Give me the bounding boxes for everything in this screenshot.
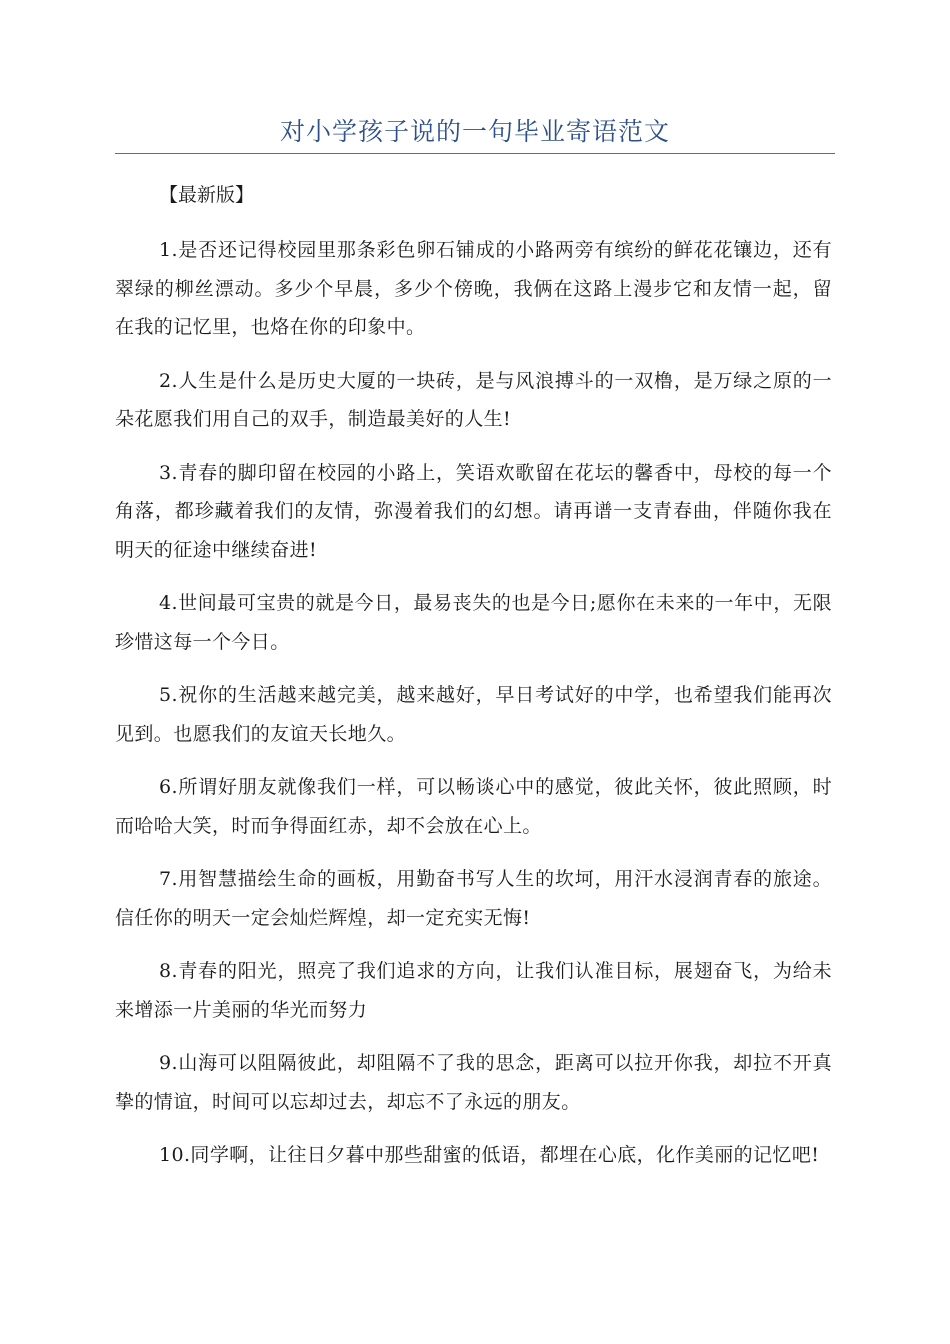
- paragraph: 10.同学啊，让往日夕暮中那些甜蜜的低语，都埋在心底，化作美丽的记忆吧!: [159, 1144, 820, 1166]
- paragraph: 1.是否还记得校园里那条彩色卵石铺成的小路两旁有缤纷的鲜花花镶边，还有翠绿的柳丝漂动。多少个早晨，多少个傍晚，我俩在这路上漫步它和友情一起，留在我的记忆里，也烙在你的印象中。: [115, 239, 832, 338]
- paragraph: 9.山海可以阻隔彼此，却阻隔不了我的思念，距离可以拉开你我，却拉不开真挚的情谊，时间可以忘却过去，却忘不了永远的朋友。: [115, 1052, 832, 1113]
- edition-label: 【最新版】: [159, 184, 255, 206]
- paragraph: 5.祝你的生活越来越完美，越来越好，早日考试好的中学，也希望我们能再次见到。也愿我们的友谊天长地久。: [115, 684, 832, 745]
- document-title: 对小学孩子说的一句毕业寄语范文: [279, 117, 670, 146]
- document-body: [115, 176, 832, 1190]
- paragraph: 4.世间最可宝贵的就是今日，最易丧失的也是今日;愿你在未来的一年中，无限珍惜这每一个今日。: [115, 592, 832, 653]
- paragraph: 3.青春的脚印留在校园的小路上，笑语欢歌留在花坛的馨香中，母校的每一个角落，都珍藏着我们的友情，弥漫着我们的幻想。请再谱一支青春曲，伴随你我在明天的征途中继续奋进!: [115, 461, 832, 561]
- paragraph: 8.青春的阳光，照亮了我们追求的方向，让我们认准目标，展翅奋飞，为给未来增添一片美丽的华光而努力: [115, 960, 832, 1021]
- title-underline: [115, 153, 835, 154]
- paragraph: 6.所谓好朋友就像我们一样，可以畅谈心中的感觉，彼此关怀，彼此照顾，时而哈哈大笑，时而争得面红赤，却不会放在心上。: [115, 776, 832, 837]
- paragraph: 2.人生是什么是历史大厦的一块砖，是与风浪搏斗的一双橹，是万绿之原的一朵花愿我们用自己的双手，制造最美好的人生!: [115, 369, 832, 430]
- paragraph: 7.用智慧描绘生命的画板，用勤奋书写人生的坎坷，用汗水浸润青春的旅途。信任你的明天一定会灿烂辉煌，却一定充实无悔!: [115, 868, 832, 929]
